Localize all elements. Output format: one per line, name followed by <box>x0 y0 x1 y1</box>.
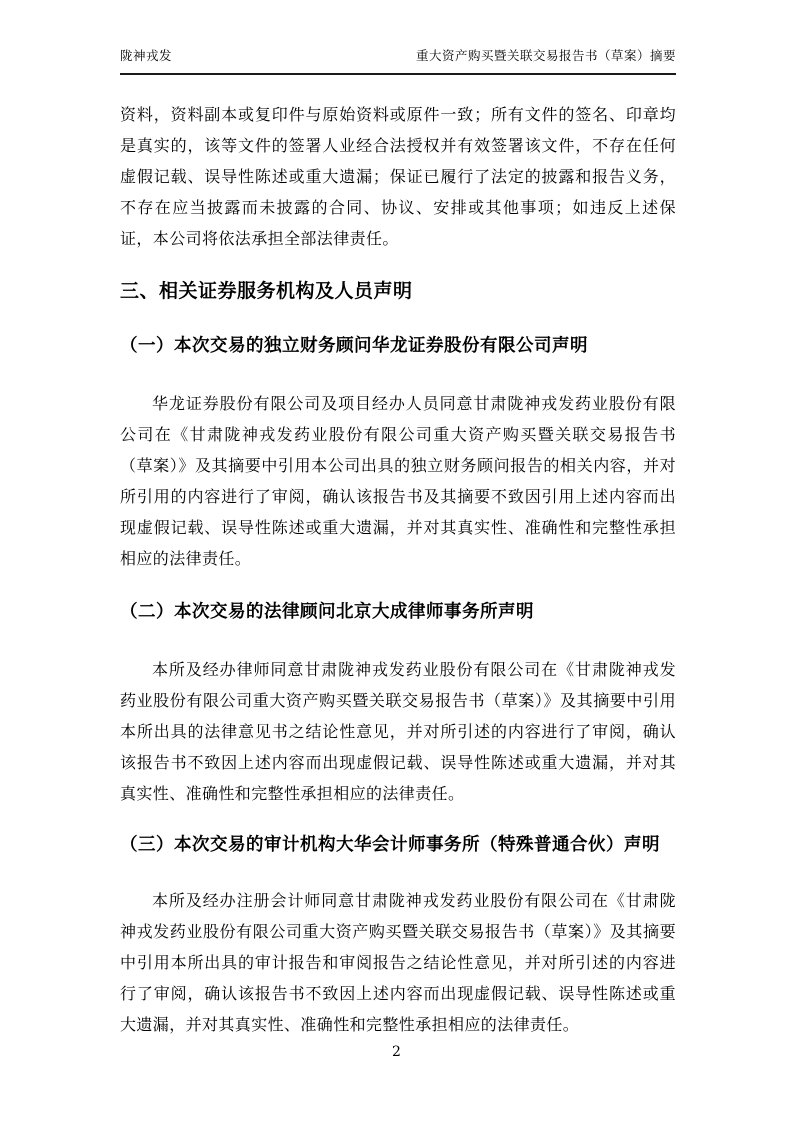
subsection-heading: （一）本次交易的独立财务顾问华龙证券股份有限公司声明 <box>120 336 588 356</box>
subsection-paragraph: 本所及经办律师同意甘肃陇神戎发药业股份有限公司在《甘肃陇神戎发药业股份有限公司重大资产购买暨关联交易报告书（草案）》及其摘要中引用本所出具的法律意见书之结论性意见，并对所引述的内容进行了审阅，确认该报告书不致因上述内容而出现虚假记载、误导性陈述或重大遗漏，并对其真实性、准确性和完整性承担相应的法律责任。 <box>120 660 676 803</box>
subsection-paragraph: 华龙证券股份有限公司及项目经办人员同意甘肃陇神戎发药业股份有限公司在《甘肃陇神戎发药业股份有限公司重大资产购买暨关联交易报告书（草案）》及其摘要中引用本公司出具的独立财务顾问报告的相关内容，并对所引用的内容进行了审阅，确认该报告书及其摘要不致因引用上述内容而出现虚假记载、误导性陈述或重大遗漏，并对其真实性、准确性和完整性承担相应的法律责任。 <box>120 394 676 568</box>
subsection-heading: （二）本次交易的法律顾问北京大成律师事务所声明 <box>120 602 534 622</box>
header-document-title: 重大资产购买暨关联交易报告书（草案）摘要 <box>415 48 676 63</box>
page-header <box>120 46 676 75</box>
subsection-legal-advisor <box>120 592 676 809</box>
subsection-heading: （三）本次交易的审计机构大华会计师事务所（特殊普通合伙）声明 <box>120 835 660 855</box>
subsection-paragraph: 本所及经办注册会计师同意甘肃陇神戎发药业股份有限公司在《甘肃陇神戎发药业股份有限公司重大资产购买暨关联交易报告书（草案）》及其摘要中引用本所出具的审计报告和审阅报告之结论性意见，并对所引述的内容进行了审阅，确认该报告书不致因上述内容而出现虚假记载、误导性陈述或重大遗漏，并对其真实性、准确性和完整性承担相应的法律责任。 <box>120 891 676 1034</box>
subsection-audit-institution <box>120 825 676 1040</box>
section-heading: 三、相关证券服务机构及人员声明 <box>120 280 413 302</box>
continuation-paragraph: 资料，资料副本或复印件与原始资料或原件一致；所有文件的签名、印章均是真实的，该等文件的签署人业经合法授权并有效签署该文件，不存在任何虚假记载、误导性陈述或重大遗漏；保证已履行了法定的披露和报告义务，不存在应当披露而未披露的合同、协议、安排或其他事项；如违反上述保证，本公司将依法承担全部法律责任。 <box>120 105 676 248</box>
header-company-name: 陇神戎发 <box>120 48 173 63</box>
subsection-financial-advisor <box>120 326 676 574</box>
page-number: 2 <box>392 1044 401 1060</box>
page-footer <box>0 1044 793 1060</box>
